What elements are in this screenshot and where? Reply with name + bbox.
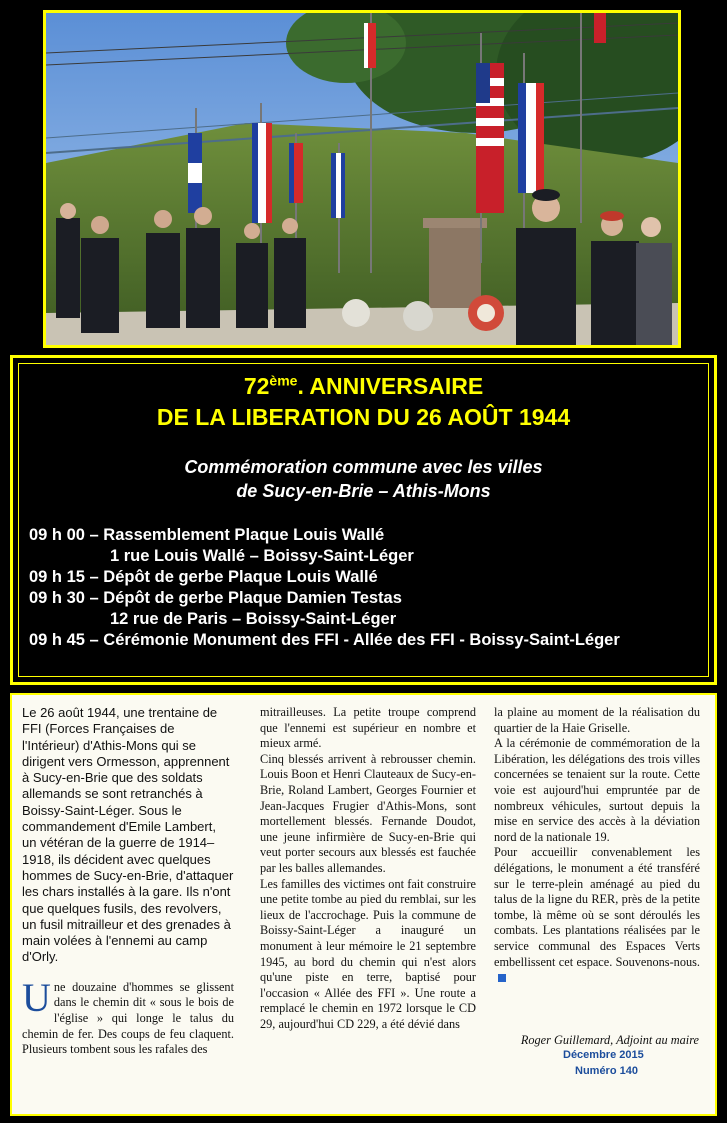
title-superscript: ème bbox=[269, 372, 298, 389]
schedule-item: 09 h 30 – Dépôt de gerbe Plaque Damien Testas bbox=[29, 589, 402, 607]
schedule-item: 09 h 00 – Rassemblement Plaque Louis Wallé bbox=[29, 526, 385, 544]
announcement-subtitle-line1: Commémoration commune avec les villes bbox=[184, 457, 543, 477]
article-paragraph: Cinq blessés arrivent à rebrousser chemin. Louis Boon et Henri Clauteaux de Sucy-en-Brie, Roland Lambert, Georges Fournier et Jean-Jacques Frugier d'Athis-Mons, sont mortellement blessés. Fernande Doudot, une jeune infirmière de Sucy-en-Brie qui veut porter secours aux blessés est fauchée par les balles allemandes. bbox=[260, 751, 476, 875]
article-paragraph: la plaine au moment de la réalisation du quartier de la Haie Griselle. bbox=[494, 705, 700, 735]
article-paragraph: A la cérémonie de commémoration de la Libération, les délégations des trois villes concernées se tenaient sur la route. Cette voie est aujourd'hui empruntée par de nombreux véhicules, surtout depuis la mise en service des accès à la déviation nord de la nationale 19. bbox=[494, 736, 700, 844]
article-issue-number: Numéro 140 bbox=[575, 1065, 638, 1077]
ceremony-photo bbox=[43, 10, 681, 348]
article-author: Roger Guillemard, Adjoint au maire bbox=[520, 1033, 699, 1047]
announcement-subtitle-line2: de Sucy-en-Brie – Athis-Mons bbox=[236, 481, 491, 501]
article-paragraph: Pour accueillir convenablement les délégations, le monument a été transféré sur le terre-plein aménagé au pied du talus de la ligne du RER, près de la petite tombe, là même où se sont déroulés les combats. Les plantations réalisées par le service communal des Espaces Verts embellissent cet espace. Souvenons-nous. bbox=[494, 845, 700, 969]
article-paragraph-last bbox=[494, 845, 700, 985]
title-number: 72 bbox=[243, 373, 270, 399]
article-column-1 bbox=[22, 705, 234, 1058]
article-lead: Le 26 août 1944, une trentaine de FFI (Forces Françaises de l'Intérieur) d'Athis-Mons qui se dirigent vers Ormesson, apprennent à Sucy-en-Brie que des soldats allemands se sont retranchés à Boissy-Saint-Léger. Sous le commandement d'Emile Lambert, un vétéran de la guerre de 1914–1918, ils décident avec quelques hommes de Sucy-en-Brie, d'attaquer les chars installés à la gare. Ils n'ont que quelques fusils, des revolvers, un fusil mitrailleur et des grenades à main volées à l'ennemi au camp d'Orly. bbox=[22, 705, 234, 965]
article-paragraph: ne douzaine d'hommes se glissent dans le chemin dit « sous le bois de l'église » qui longe le talus du chemin de fer. Des coups de feu claquent. Plusieurs tombent sous les rafales des bbox=[22, 979, 234, 1057]
announcement-title-line1 bbox=[13, 372, 714, 400]
article-first-paragraph bbox=[22, 974, 234, 1058]
article-panel bbox=[10, 693, 717, 1116]
title-rest: . ANNIVERSAIRE bbox=[297, 373, 484, 399]
announcement-box bbox=[10, 355, 717, 685]
schedule-item-address: 12 rue de Paris – Boissy-Saint-Léger bbox=[110, 610, 397, 628]
end-of-article-icon bbox=[498, 974, 506, 982]
article-paragraph: Les familles des victimes ont fait construire une petite tombe au pied du remblai, sur les lieux de l'accrochage. Puis la commune de Boissy-Saint-Léger a inauguré un monument à leur mémoire le 21 septembre 1945, au bord du chemin qui n'est alors qu'une piste en terre, baptisé pour l'occasion « Allée des FFI ». Une route a remplacé le chemin en 1972 lorsque le CD 29, aujourd'hui CD 229, a été dévié dans bbox=[260, 876, 476, 1031]
article-column-3 bbox=[494, 705, 700, 986]
dropcap-letter: U bbox=[22, 974, 51, 1020]
schedule-item: 09 h 15 – Dépôt de gerbe Plaque Louis Wallé bbox=[29, 568, 378, 586]
article-column-2 bbox=[260, 705, 476, 1032]
announcement-title-line2: DE LA LIBERATION DU 26 AOÛT 1944 bbox=[156, 404, 571, 430]
schedule-item: 09 h 45 – Cérémonie Monument des FFI - Allée des FFI - Boissy-Saint-Léger bbox=[29, 631, 620, 649]
article-date: Décembre 2015 bbox=[563, 1049, 644, 1061]
schedule-item-address: 1 rue Louis Wallé – Boissy-Saint-Léger bbox=[110, 547, 414, 565]
article-paragraph: mitrailleuses. La petite troupe comprend que l'ennemi est supérieur en nombre et mieux armé. bbox=[260, 705, 476, 751]
ceremony-photo-illustration bbox=[46, 13, 678, 345]
